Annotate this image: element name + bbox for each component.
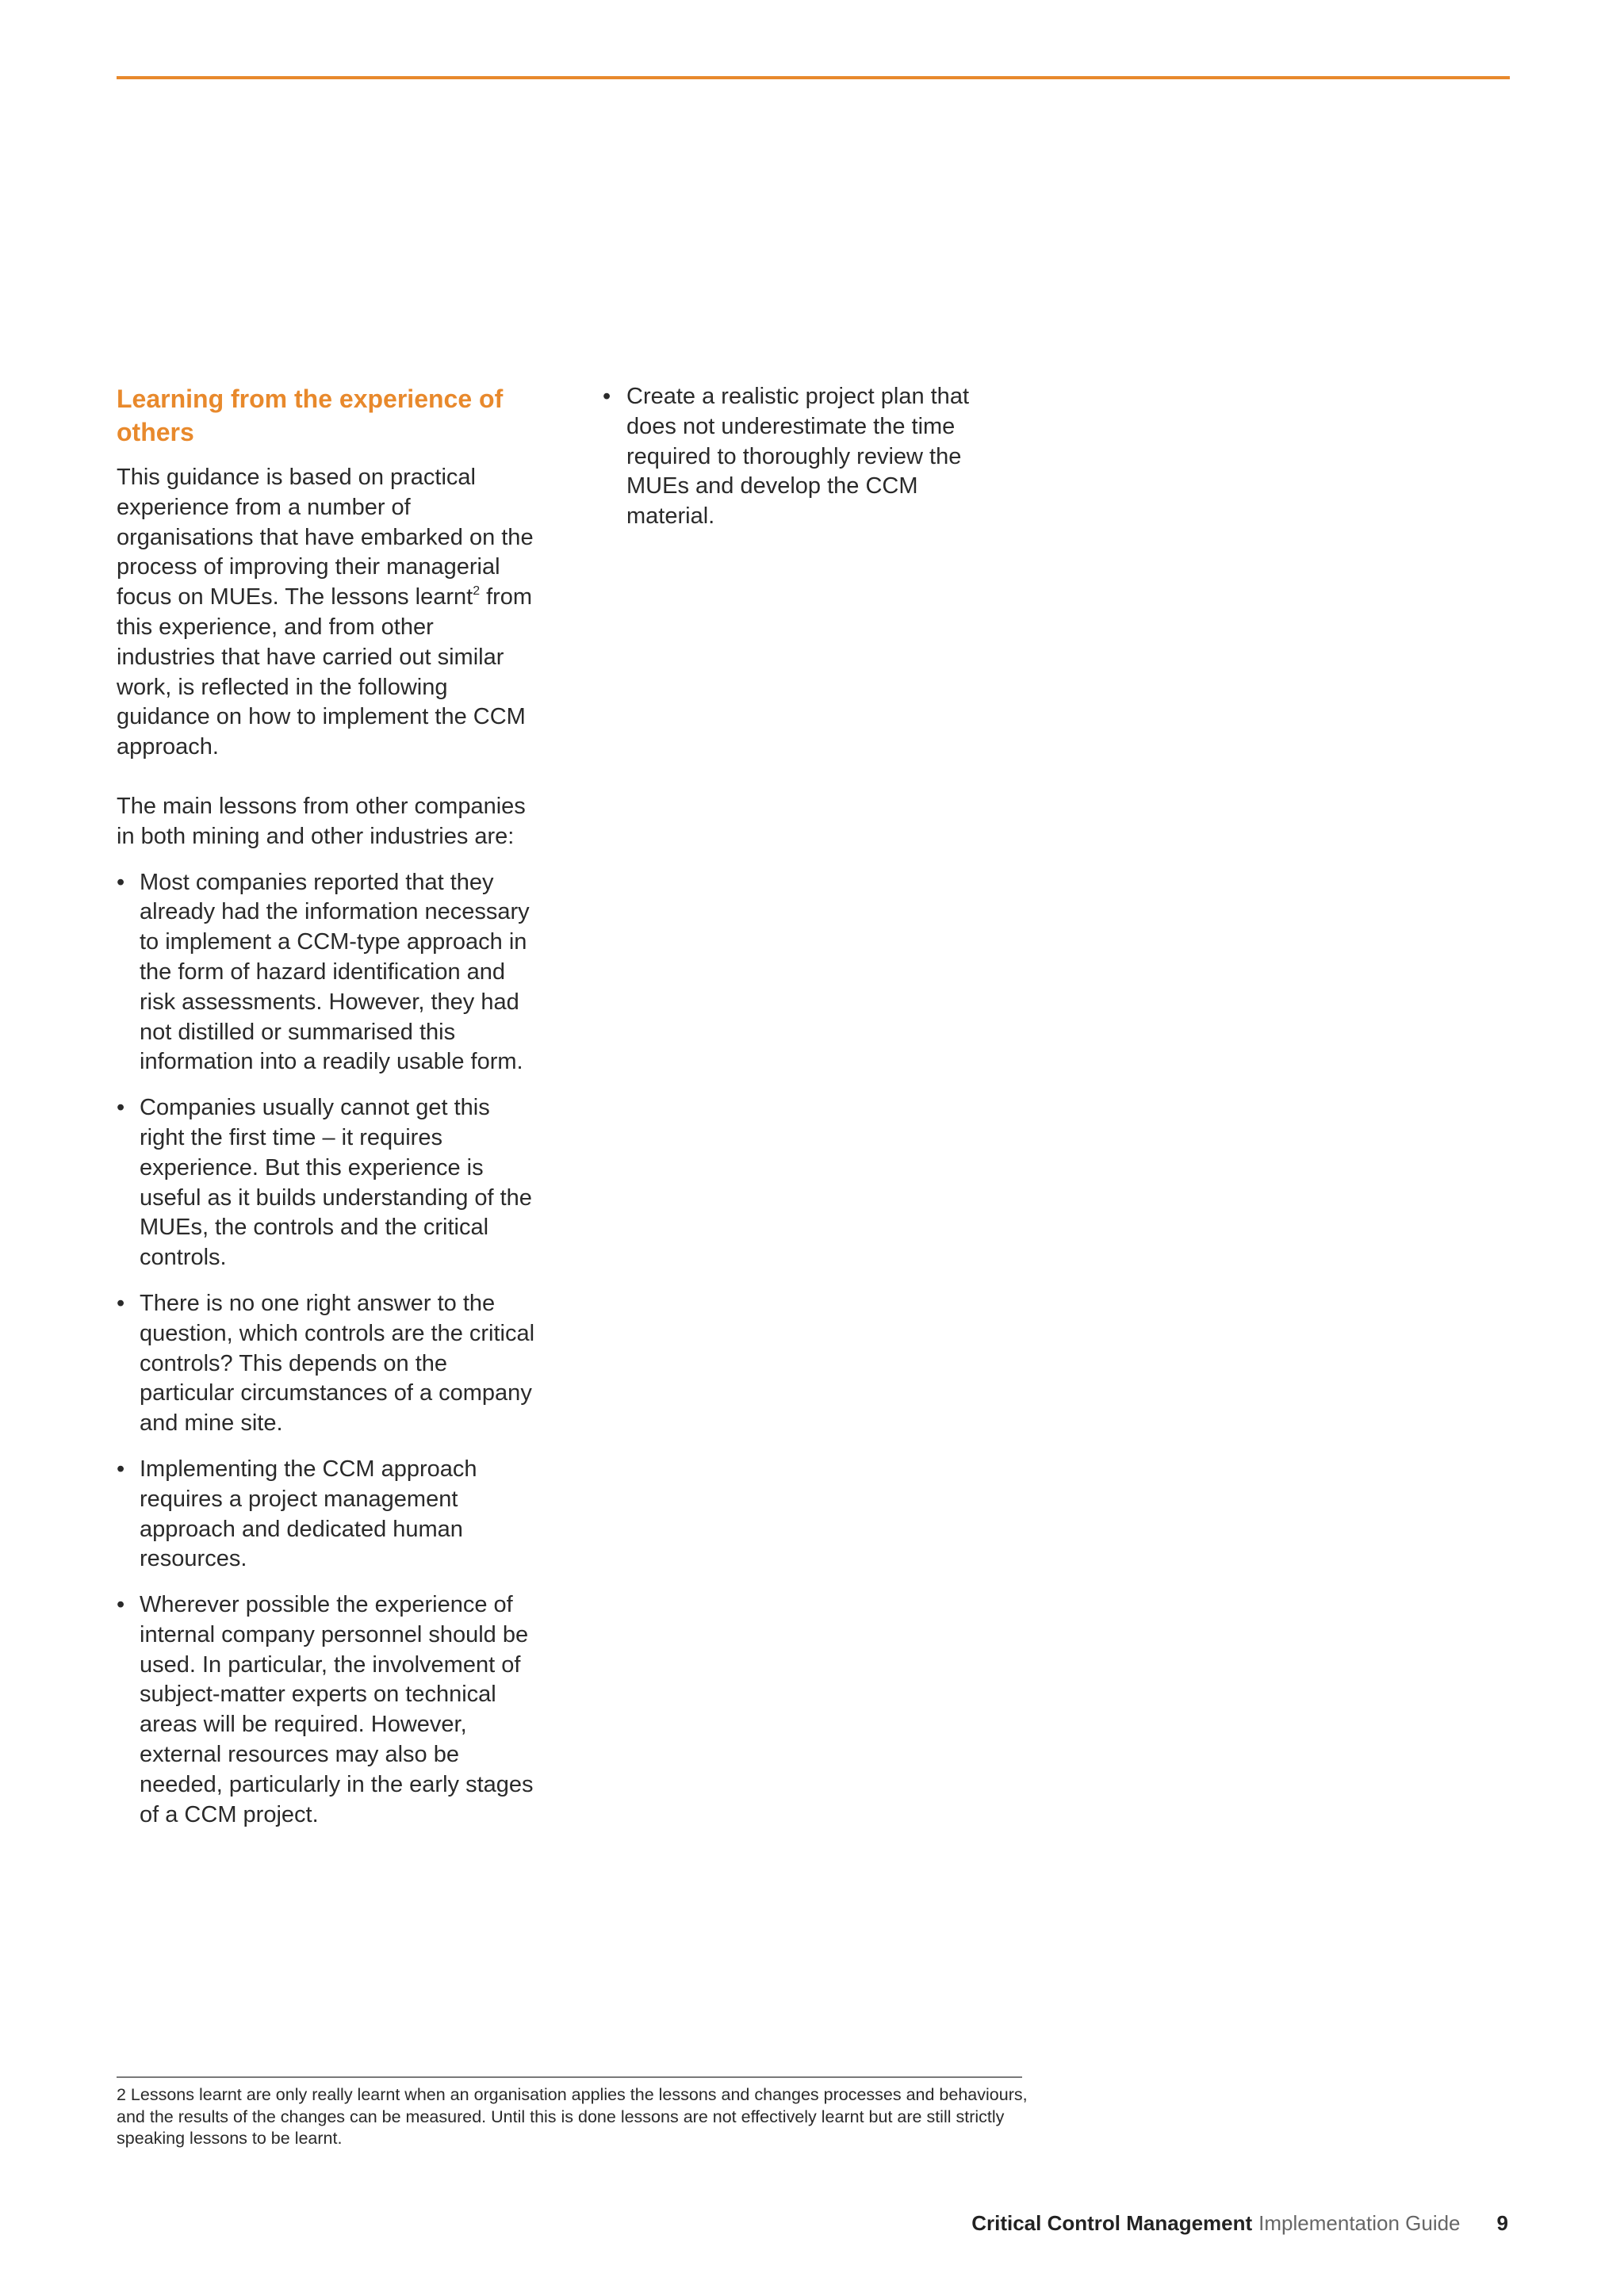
lessons-intro-paragraph: The main lessons from other companies in both mining and other industries are: — [117, 793, 526, 849]
bullet-icon: • — [117, 869, 125, 895]
bullet-icon: • — [117, 1290, 125, 1316]
lesson-item — [603, 382, 999, 532]
bullet-icon: • — [117, 1592, 125, 1618]
lessons-list — [117, 868, 537, 1831]
bullet-icon: • — [117, 1095, 125, 1121]
section-heading: Learning from the experience of others — [117, 385, 504, 446]
footnote-reference[interactable]: 2 — [473, 584, 481, 599]
bullet-icon: • — [603, 384, 611, 409]
page-footer — [971, 2210, 1508, 2237]
intro-text-after: from this experience, and from other industries that have carried out similar work, is reflected in the following guidance on how to implement the CCM approach. — [117, 584, 533, 760]
lesson-item — [117, 1455, 537, 1575]
right-column — [603, 382, 999, 548]
page-number: 9 — [1496, 2211, 1508, 2235]
lessons-list-continued — [603, 382, 999, 532]
lesson-text: Wherever possible the experience of internal company personnel should be used. In particular, the involvement of subject-matter experts on technical areas will be required. However, external resources may also be needed, particularly in the early stages of a CCM project. — [140, 1592, 534, 1827]
header-rule — [117, 76, 1510, 79]
left-column — [117, 382, 537, 1846]
lesson-text: Companies usually cannot get this right the first time – it requires experience. But this experience is useful as it builds understanding of the MUEs, the controls and the critical controls. — [140, 1095, 532, 1271]
footer-document-title: Critical Control Management — [971, 2211, 1253, 2235]
lesson-text: Implementing the CCM approach requires a project management approach and dedicated human resources. — [140, 1456, 477, 1572]
intro-text-before: This guidance is based on practical experience from a number of organisations that have embarked on the process of improving their managerial focus on MUEs. The lessons learnt — [117, 465, 534, 610]
footnote-text: 2 Lessons learnt are only really learnt when an organisation applies the lessons and changes processes and behaviours, and the results of the changes can be measured. Until this is done lessons are not effectively learnt but are still strictly speaking lessons to be learnt. — [117, 2085, 1028, 2148]
lesson-item — [117, 1590, 537, 1830]
footer-document-subtitle: Implementation Guide — [1258, 2211, 1461, 2235]
lesson-text: Most companies reported that they already had the information necessary to implement a CCM-type approach in the form of hazard identification and risk assessments. However, they had not distilled or summarised this information into a readily usable form. — [140, 869, 530, 1075]
lesson-item — [117, 868, 537, 1078]
lesson-text: Create a realistic project plan that does not underestimate the time required to thoroughly review the MUEs and develop the CCM material. — [626, 384, 969, 530]
footnote-rule — [117, 2076, 1022, 2078]
bullet-icon: • — [117, 1456, 125, 1482]
lesson-text: There is no one right answer to the question, which controls are the critical controls? This depends on the particular circumstances of a company and mine site. — [140, 1290, 535, 1437]
intro-paragraph — [117, 463, 537, 763]
lesson-item — [117, 1093, 537, 1273]
lesson-item — [117, 1289, 537, 1439]
